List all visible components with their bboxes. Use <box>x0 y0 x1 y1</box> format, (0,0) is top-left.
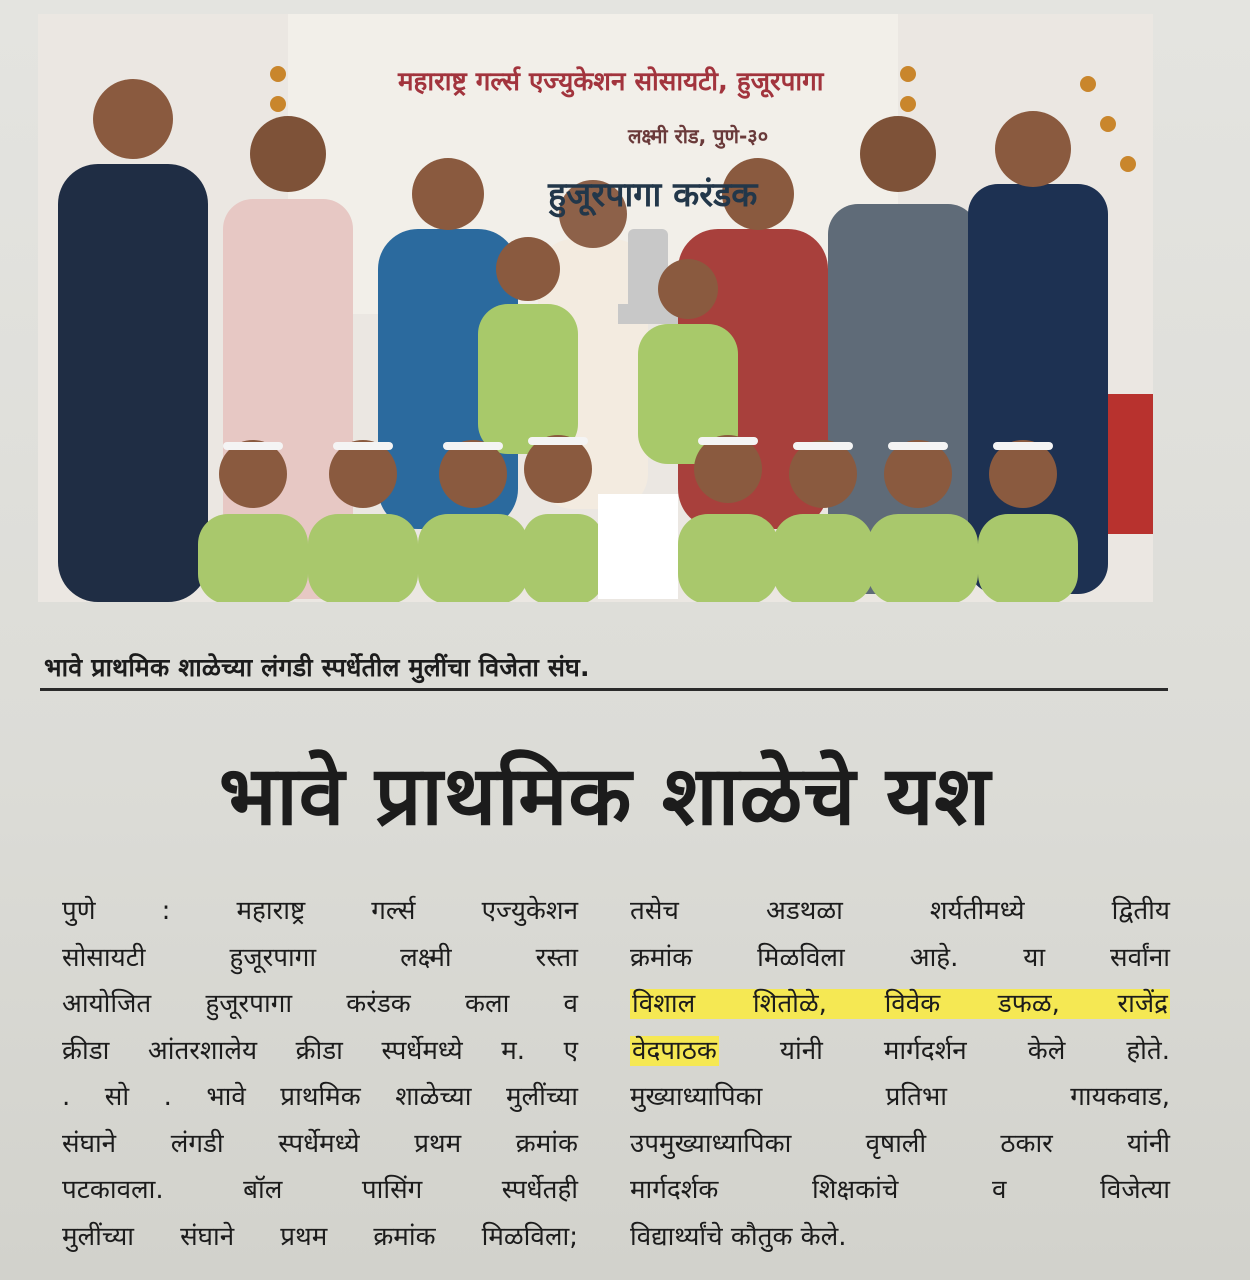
article-line: . सो . भावे प्राथमिक शाळेच्या मुलींच्या <box>62 1082 578 1112</box>
article-line: पुणे : महाराष्ट्र गर्ल्स एज्युकेशन <box>62 896 578 926</box>
article-line: सोसायटी हुजूरपागा लक्ष्मी रस्ता <box>62 942 578 973</box>
article-line: मार्गदर्शक शिक्षकांचे व विजेत्या <box>630 1175 1170 1205</box>
article-line <box>630 1028 1170 1075</box>
highlighted-names: विशाल शितोळे, विवेक डफळ, राजेंद्र <box>632 989 1168 1019</box>
caption-divider <box>40 688 1168 691</box>
article-line: विद्यार्थ्यांचे कौतुक केले. <box>630 1221 847 1252</box>
photo-banner-line1: महाराष्ट्र गर्ल्स एज्युकेशन सोसायटी, हुजूरपागा <box>398 67 824 97</box>
article-line: पटकावला. बॉल पासिंग स्पर्धेतही <box>62 1175 578 1205</box>
photo-caption: भावे प्राथमिक शाळेच्या लंगडी स्पर्धेतील मुलींचा विजेता संघ. <box>44 653 590 682</box>
article-line: क्रीडा आंतरशालेय क्रीडा स्पर्धेमध्ये म. ए <box>62 1035 578 1066</box>
article-line: तसेच अडथळा शर्यतीमध्ये द्वितीय <box>630 896 1170 926</box>
article-line: आयोजित हुजूरपागा करंडक कला व <box>62 989 578 1019</box>
article-right-column <box>630 888 1170 1260</box>
group-photo <box>38 14 1153 602</box>
highlighted-name: वेदपाठक <box>632 1035 717 1066</box>
article-line: उपमुख्याध्यापिका वृषाली ठकार यांनी <box>630 1128 1170 1159</box>
photo-illustration <box>38 14 1153 602</box>
photo-banner-line3: हुजूरपागा करंडक <box>548 175 758 215</box>
article-left-column <box>62 888 578 1260</box>
article-line-highlighted <box>630 981 1170 1028</box>
headline: भावे प्राथमिक शाळेचे यश <box>218 749 992 844</box>
photo-banner-line2: लक्ष्मी रोड, पुणे-३० <box>628 124 769 148</box>
article-line: संघाने लंगडी स्पर्धेमध्ये प्रथम क्रमांक <box>62 1128 578 1159</box>
article-line: क्रमांक मिळविला आहे. या सर्वांना <box>630 942 1170 973</box>
article-line: मुख्याध्यापिका प्रतिभा गायकवाड, <box>630 1082 1170 1112</box>
article-line-rest: यांनी मार्गदर्शन केले होते. <box>718 1035 1170 1066</box>
article-line: मुलींच्या संघाने प्रथम क्रमांक मिळविला; <box>62 1221 578 1252</box>
